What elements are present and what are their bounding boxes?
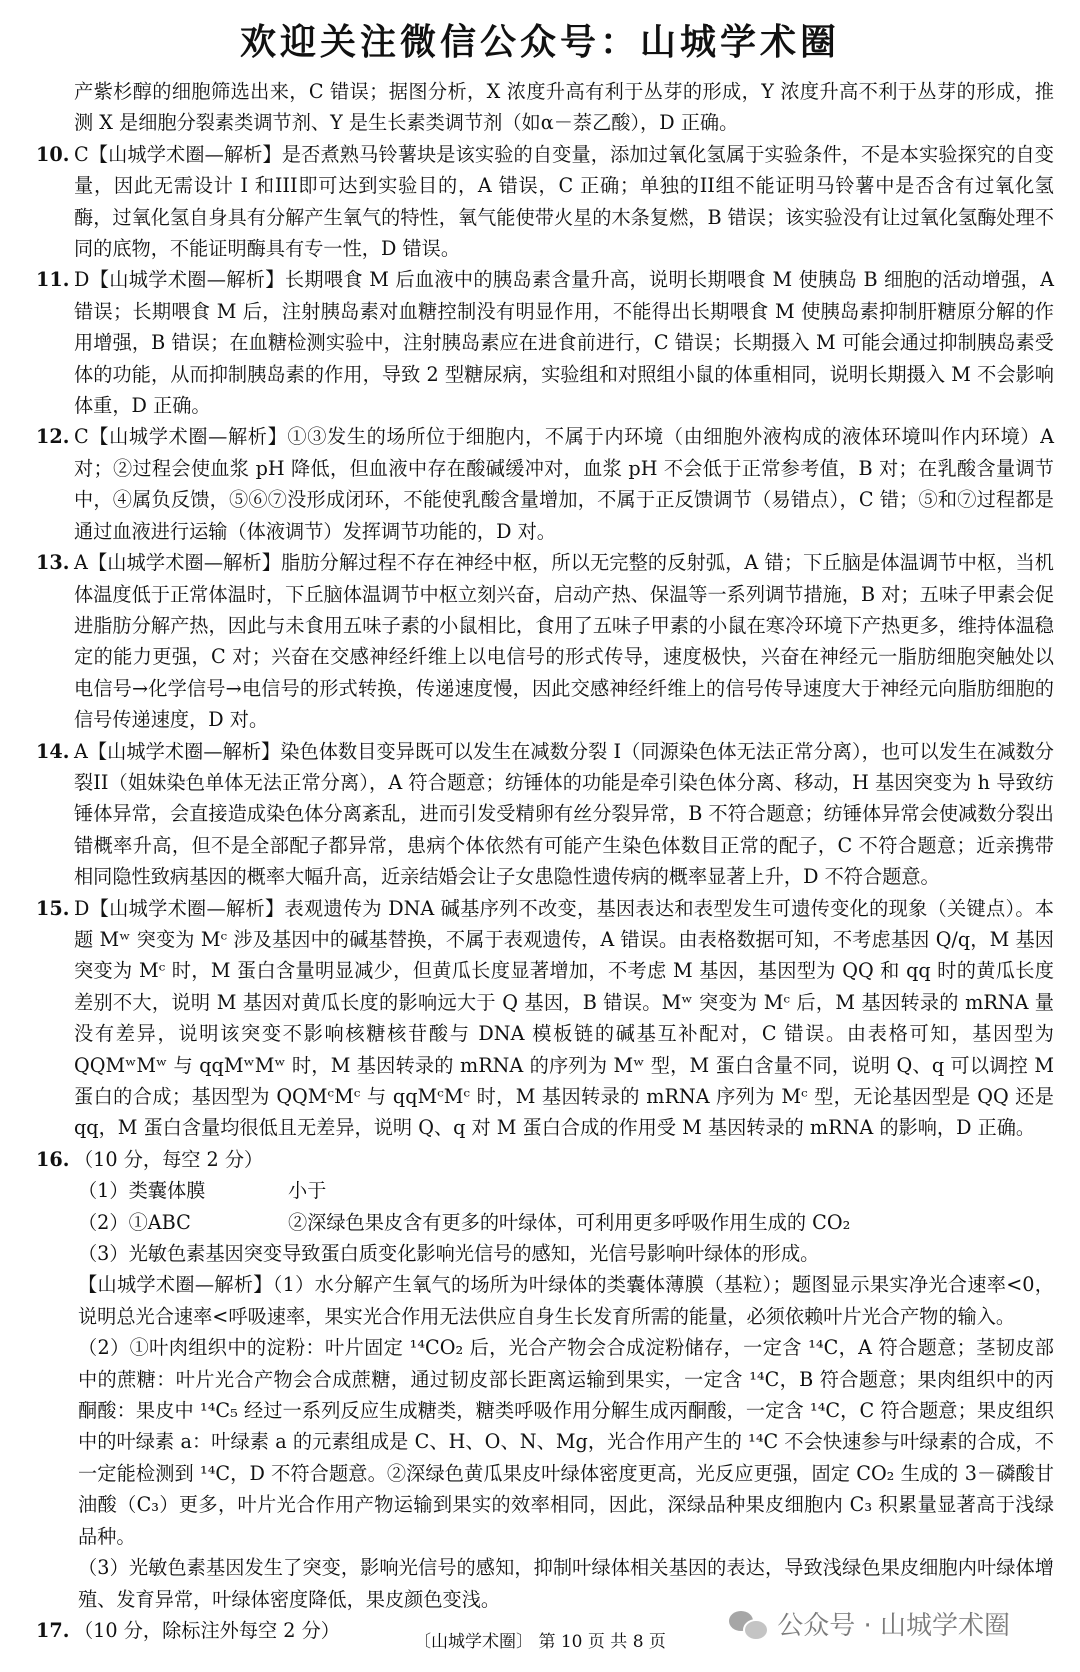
document-body bbox=[36, 76, 1054, 1646]
item-text: D【山城学术圈—解析】长期喂食 M 后血液中的胰岛素含量升高，说明长期喂食 M 使胰岛 B 细胞的活动增强，A 错误；长期喂食 M 后，注射胰岛素对血糖控制没有明显作用，不能得出长期喂食 M 使胰岛素抑制肝糖原分解的作用增强，B 错误；在血糖检测实验中，注射胰岛素应在进食前进行，C 错误；长期摄入 M 可能会通过抑制胰岛素受体的功能，从而抑制胰岛素的作用，导致 2 型糖尿病，实验组和对照组小鼠的体重相同，说明长期摄入 M 不会影响体重，D 正确。 bbox=[74, 268, 1054, 418]
answer-item-15 bbox=[36, 893, 1054, 1144]
item-number: 13. bbox=[36, 551, 70, 575]
item-number: 15. bbox=[36, 896, 70, 920]
item-text: C【山城学术圈—解析】①③发生的场所位于细胞内，不属于内环境（由细胞外液构成的液体环境叫作内环境）A 对；②过程会使血浆 pH 降低，但血液中存在酸碱缓冲对，血浆 pH 不会低于正常参考值，B 对；在乳酸含量调节中，④属负反馈，⑤⑥⑦没形成闭环，不能使乳酸含量增加，不属于正反馈调节（易错点），C 错；⑤和⑦过程都是通过血液进行运输（体液调节）发挥调节功能的，D 对。 bbox=[74, 425, 1054, 543]
answer-value: 小于 bbox=[288, 1179, 327, 1203]
item-number: 16. bbox=[36, 1147, 70, 1171]
item-text: A【山城学术圈—解析】染色体数目变异既可以发生在减数分裂 I（同源染色体无法正常分离），也可以发生在减数分裂II（姐妹染色单体无法正常分离），A 符合题意；纺锤体的功能是牵引染色体分离、移动，H 基因突变为 h 导致纺锤体异常，会直接造成染色体分离紊乱，进而引发受精卵有丝分裂异常，B 不符合题意；纺锤体异常会使减数分裂出错概率升高，但不是全部配子都异常，患病个体依然有可能产生染色体数目正常的配子，C 不符合题意；近亲携带相同隐性致病基因的概率大幅升高，近亲结婚会让子女患隐性遗传病的概率显著上升，D 不符合题意。 bbox=[74, 739, 1054, 889]
page-header: 欢迎关注微信公众号：山城学术圈 bbox=[239, 21, 840, 63]
answer-row-1 bbox=[36, 1175, 1054, 1206]
question-16-header bbox=[36, 1144, 1054, 1175]
analysis-paragraph-1: 【山城学术圈—解析】（1）水分解产生氧气的场所为叶绿体的类囊体薄膜（基粒）；题图显示果实净光合速率<0，说明总光合速率<呼吸速率，果实光合作用无法供应自身生长发育所需的能量，必须依赖叶片光合产物的输入。 bbox=[78, 1273, 1054, 1328]
item-text: C【山城学术圈—解析】是否煮熟马铃薯块是该实验的自变量，添加过氧化氢属于实验条件，不是本实验探究的自变量，因此无需设计 I 和III即可达到实验目的，A 错误，C 正确；单独的II组不能证明马铃薯中是否含有过氧化氢酶，过氧化氢自身具有分解产生氧气的特性，氧气能使带火星的木条复燃，B 错误；该实验没有让过氧化氢酶处理不同的底物，不能证明酶具有专一性，D 错误。 bbox=[74, 142, 1054, 261]
answer-row-2 bbox=[36, 1207, 1054, 1238]
item-text: A【山城学术圈—解析】脂肪分解过程不存在神经中枢，所以无完整的反射弧，A 错；下丘脑是体温调节中枢，当机体温度低于正常体温时，下丘脑体温调节中枢立刻兴奋，启动产热、保温等一系列调节措施，B 对；五味子甲素会促进脂肪分解产热，因此与未食用五味子素的小鼠相比，食用了五味子甲素的小鼠在寒冷环境下产热更多，维持体温稳定的能力更强，C 对；兴奋在交感神经纤维上以电信号的形式传导，速度极快，兴奋在神经元一脂肪细胞突触处以电信号→化学信号→电信号的形式转换，传递速度慢，因此交感神经纤维上的信号传导速度大于神经元向脂肪细胞的信号传递速度，D 对。 bbox=[74, 551, 1054, 732]
item-number: 11. bbox=[36, 268, 70, 292]
answer-row-3: （3）光敏色素基因突变导致蛋白质变化影响光信号的感知，光信号影响叶绿体的形成。 bbox=[78, 1242, 820, 1266]
answer-label: （1）类囊体膜 bbox=[78, 1179, 206, 1203]
item-number: 17. bbox=[36, 1618, 70, 1642]
score-note: （10 分，每空 2 分） bbox=[74, 1147, 264, 1171]
answer-item-13 bbox=[36, 547, 1054, 735]
intro-paragraph: 产紫杉醇的细胞筛选出来，C 错误；据图分析，X 浓度升高有利于丛芽的形成，Y 浓度升高不利于丛芽的形成，推测 X 是细胞分裂素类调节剂、Y 是生长素类调节剂（如α－萘乙酸），D 正确。 bbox=[74, 80, 1054, 135]
analysis-paragraph-3: （3）光敏色素基因发生了突变，影响光信号的感知，抑制叶绿体相关基因的表达，导致浅绿色果皮细胞内叶绿体增殖、发育异常，叶绿体密度降低，果皮颜色变浅。 bbox=[78, 1556, 1054, 1611]
page-footer: 〔山城学术圈〕 第 10 页 共 8 页 bbox=[414, 1632, 666, 1652]
item-number: 10. bbox=[36, 142, 70, 166]
item-number: 12. bbox=[36, 425, 70, 449]
analysis-paragraph-2: （2）①叶肉组织中的淀粉：叶片固定 ¹⁴CO₂ 后，光合产物会合成淀粉储存，一定含 ¹⁴C，A 符合题意；茎韧皮部中的蔗糖：叶片光合产物会合成蔗糖，通过韧皮部长距离运输到果实，一定含 ¹⁴C，B 符合题意；果肉组织中的丙酮酸：果皮中 ¹⁴C₅ 经过一系列反应生成糖类，糖类呼吸作用分解生成丙酮酸，一定含 ¹⁴C，C 符合题意；果皮组织中的叶绿素 a：叶绿素 a 的元素组成是 C、H、O、N、Mg，光合作用产生的 ¹⁴C 不会快速参与叶绿素的合成，不一定能检测到 ¹⁴C，D 不符合题意。②深绿色黄瓜果皮叶绿体密度更高，光反应更强，固定 CO₂ 生成的 3－磷酸甘油酸（C₃）更多，叶片光合作用产物运输到果实的效率相同，因此，深绿品种果皮细胞内 C₃ 积累量显著高于浅绿品种。 bbox=[78, 1336, 1054, 1548]
item-number: 14. bbox=[36, 739, 70, 763]
answer-item-10 bbox=[36, 139, 1054, 265]
answer-label: （2）①ABC bbox=[78, 1210, 191, 1234]
score-note: （10 分，除标注外每空 2 分） bbox=[74, 1618, 340, 1642]
answer-value: ②深绿色果皮含有更多的叶绿体，可利用更多呼吸作用生成的 CO₂ bbox=[288, 1210, 851, 1234]
item-text: D【山城学术圈—解析】表观遗传为 DNA 碱基序列不改变，基因表达和表型发生可遗传变化的现象（关键点）。本题 Mʷ 突变为 Mᶜ 涉及基因中的碱基替换，不属于表观遗传，A 错误。由表格数据可知，不考虑基因 Q/q，M 基因突变为 Mᶜ 时，M 蛋白含量明显减少，但黄瓜长度显著增加，不考虑 M 基因，基因型为 QQ 和 qq 时的黄瓜长度差别不大，说明 M 基因对黄瓜长度的影响远大于 Q 基因，B 错误。Mʷ 突变为 Mᶜ 后，M 基因转录的 mRNA 量没有差异，说明该突变不影响核糖核苷酸与 DNA 模板链的碱基互补配对，C 错误。由表格可知，基因型为 QQMʷMʷ 与 qqMʷMʷ 时，M 基因转录的 mRNA 的序列为 Mʷ 型，M 蛋白含量不同，说明 Q、q 可以调控 M 蛋白的合成；基因型为 QQMᶜMᶜ 与 qqMᶜMᶜ 时，M 基因转录的 mRNA 序列为 Mᶜ 型，无论基因型是 QQ 还是 qq，M 蛋白含量均很低且无差异，说明 Q、q 对 M 蛋白合成的作用受 M 基因转录的 mRNA 的影响，D 正确。 bbox=[74, 896, 1054, 1140]
answer-item-14 bbox=[36, 736, 1054, 893]
answer-item-12 bbox=[36, 421, 1054, 547]
answer-item-11 bbox=[36, 264, 1054, 421]
watermark-text: 公众号 · 山城学术圈 bbox=[777, 1611, 1010, 1641]
